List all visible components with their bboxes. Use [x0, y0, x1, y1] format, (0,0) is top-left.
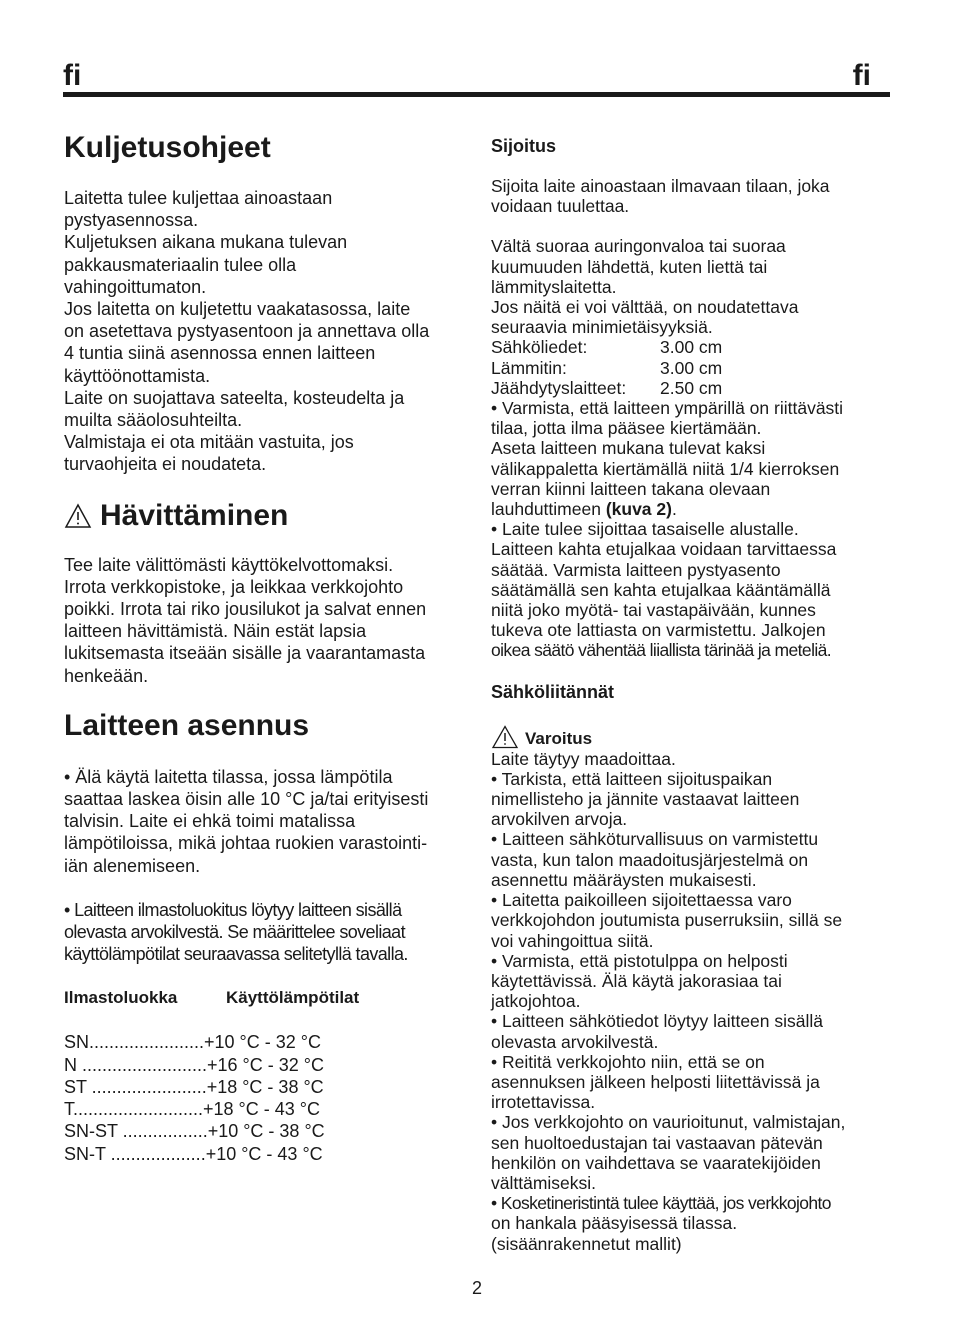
- text-line: verran kiinni laitteen takana olevaan: [491, 478, 771, 499]
- text-line: voidaan tuulettaa.: [491, 196, 630, 217]
- text-line: • Laitteen sähköturvallisuus on varmistettu: [491, 829, 819, 850]
- climate-row: SN-ST .................+10 °C - 38 °C: [64, 1121, 325, 1142]
- text-line: olevasta arvokilvestä.: [491, 1031, 659, 1052]
- climate-row: ST .......................+18 °C - 38 °C: [64, 1076, 324, 1097]
- text-line: poikki. Irrota tai riko jousilukot ja salvat ennen: [64, 599, 427, 620]
- disposal-title: Hävittäminen: [100, 498, 289, 532]
- electrical-tail-lines: [491, 1213, 896, 1253]
- warning-triangle-icon: [491, 725, 519, 749]
- text-line: Valmistaja ei ota mitään vastuita, jos: [64, 432, 354, 453]
- text-line: niitä joko myötä- tai vastapäivään, kunnes: [491, 600, 816, 621]
- distance-row: [491, 358, 722, 378]
- text-line: kuumuuden lähdettä, kuten liettä tai: [491, 256, 768, 277]
- figure-reference: (kuva 2): [605, 499, 672, 520]
- text-line: käytettävissä. Älä käytä jakorasiaa tai: [491, 970, 782, 991]
- language-code-left: fi: [63, 59, 82, 92]
- left-column: [64, 130, 474, 1165]
- text-line: henkeään.: [64, 665, 149, 686]
- distance-row: [491, 337, 722, 357]
- disposal-heading: [64, 498, 474, 534]
- placement-paragraph-3-last: [491, 499, 896, 519]
- climate-table-header: [64, 987, 474, 1009]
- right-column: [491, 135, 896, 1254]
- text-line: Kuljetuksen aikana mukana tulevan: [64, 232, 348, 253]
- placement-paragraph-3-lines: [491, 398, 896, 499]
- text-line: • Laitteen sähkötiedot löytyy laitteen sisällä: [491, 1011, 824, 1032]
- text-line: • Älä käytä laitetta tilassa, jossa lämpötila: [64, 766, 393, 787]
- text-line: Irrota verkkopistoke, ja leikkaa verkkojohto: [64, 576, 404, 597]
- install-title: Laitteen asennus: [64, 708, 310, 742]
- warning-heading: [491, 725, 896, 749]
- disposal-text: [64, 554, 474, 687]
- text-line: Tee laite välittömästi käyttökelvottomaksi.: [64, 554, 394, 575]
- text-line: muilta sääolosuhteilta.: [64, 410, 243, 431]
- climate-row: T..........................+18 °C - 43 °C: [64, 1099, 320, 1120]
- placement-paragraph-4-lines: [491, 519, 896, 640]
- condenser-text: lauhduttimeen: [491, 499, 606, 520]
- text-line: nimellisteho ja jännite vastaavat laitteen: [491, 789, 800, 810]
- text-line: tilaa, jotta ilma pääsee kiertämään.: [491, 418, 762, 439]
- text-line: saattaa laskea öisin alle 10 °C ja/tai erityisesti: [64, 789, 429, 810]
- text-line: irrotettavissa.: [491, 1092, 596, 1113]
- placement-paragraph-4-last: oikea säätö vähentää liiallista tärinää ja meteliä.: [491, 640, 832, 661]
- page-number: 2: [471, 1278, 482, 1298]
- text-line: vahingoittumaton.: [64, 276, 207, 297]
- text-line: • Varmista, että laitteen ympärillä on riittävästi: [491, 398, 844, 419]
- transport-text: [64, 187, 474, 476]
- electrical-condensed-line: • Kosketineristintä tulee käyttää, jos verkkojohto: [491, 1193, 831, 1214]
- electrical-title: Sähköliitännät: [491, 681, 615, 702]
- text-line: Vältä suoraa auringonvaloa tai suoraa: [491, 236, 786, 257]
- text-line: • Laitetta paikoilleen sijoitettaessa varo: [491, 890, 792, 911]
- text-line: olevasta arvokilvestä. Se määrittelee soveliaat: [64, 922, 405, 943]
- distance-label: Jäähdytyslaitteet:: [491, 377, 627, 398]
- text-line: • Jos verkkojohto on vaurioitunut, valmistajan,: [491, 1112, 846, 1133]
- distance-row: [491, 378, 722, 398]
- text-line: • Varmista, että pistotulppa on helposti: [491, 950, 788, 971]
- install-paragraph-1: [64, 766, 474, 877]
- distance-table: [491, 337, 722, 398]
- text-line: pystyasennossa.: [64, 210, 199, 231]
- climate-table: [64, 1031, 474, 1164]
- text-line: on asetettava pystyasentoon ja annettava olla: [64, 321, 430, 342]
- text-line: • Reititä verkkojohto niin, että se on: [491, 1051, 765, 1072]
- climate-row: SN-T ...................+10 °C - 43 °C: [64, 1143, 323, 1164]
- text-line: käyttölämpötilat seuraavassa selitetyllä tavalla.: [64, 944, 408, 965]
- text-line: on hankala pääsyisessä tilassa.: [491, 1213, 738, 1234]
- warning-triangle-icon: [64, 503, 92, 529]
- text-line: verkkojohdon joutumista puserruksiin, sillä se: [491, 910, 843, 931]
- placement-paragraph-2: [491, 236, 896, 337]
- text-line: turvaohjeita ei noudateta.: [64, 454, 267, 475]
- text-line: • Laitteen ilmastoluokitus löytyy laitteen sisällä: [64, 899, 402, 920]
- install-paragraph-2: [64, 899, 474, 966]
- text-line: talvisin. Laite ei ehkä toimi matalissa: [64, 811, 356, 832]
- text-line: lämmityslaitetta.: [491, 276, 617, 297]
- climate-row: SN.......................+10 °C - 32 °C: [64, 1032, 321, 1053]
- text-line: välikappaletta kiertämällä niitä 1/4 kierroksen: [491, 458, 840, 479]
- text-line: Jos laitetta on kuljetettu vaakatasossa, laite: [64, 299, 411, 320]
- text-line: asennettu määräysten mukaisesti.: [491, 869, 757, 890]
- language-code-right: fi: [852, 59, 871, 92]
- distance-value: 3.00 cm: [660, 337, 723, 358]
- text-line: jatkojohtoa.: [491, 991, 581, 1012]
- distance-value: 2.50 cm: [660, 377, 723, 398]
- text-line: arvokilven arvoja.: [491, 809, 628, 830]
- climate-temps-header: Käyttölämpötilat: [226, 988, 360, 1008]
- text-line: säätämällä sen kahta etujalkaa kääntämällä: [491, 579, 831, 600]
- text-line: Aseta laitteen mukana tulevat kaksi: [491, 438, 766, 459]
- text-line: • Tarkista, että laitteen sijoituspaikan: [491, 768, 773, 789]
- climate-class-header: Ilmastoluokka: [64, 988, 178, 1008]
- text-line: Sijoita laite ainoastaan ilmavaan tilaan, joka: [491, 176, 830, 196]
- placement-paragraph-4: [491, 519, 896, 660]
- distance-value: 3.00 cm: [660, 357, 723, 378]
- text-line: Jos näitä ei voi välttää, on noudatettava: [491, 297, 799, 318]
- text-line: lämpötiloissa, mikä johtaa ruokien varastointi-: [64, 833, 428, 854]
- electrical-lines: [491, 749, 896, 1193]
- text-line: säätää. Varmista laitteen pystyasento: [491, 559, 781, 580]
- header-rule: [63, 92, 890, 97]
- placement-paragraph-3: [491, 398, 896, 519]
- transport-title: Kuljetusohjeet: [64, 131, 271, 164]
- text-line: lukitsemasta itseään sisälle ja vaarantamasta: [64, 643, 426, 664]
- electrical-text: [491, 749, 896, 1254]
- distance-label: Lämmitin:: [491, 357, 567, 378]
- text-line: välttämiseksi.: [491, 1172, 597, 1193]
- text-line: asennuksen jälkeen helposti liitettävissä ja: [491, 1071, 820, 1092]
- distance-label: Sähköliedet:: [491, 337, 588, 358]
- text-line: pakkausmateriaalin tulee olla: [64, 254, 297, 275]
- period-text: .: [671, 499, 677, 520]
- text-line: käyttöönottamista.: [64, 365, 211, 386]
- placement-title: Sijoitus: [491, 136, 557, 156]
- text-line: laitteen hävittämistä. Näin estät lapsia: [64, 621, 367, 642]
- text-line: henkilön on vaihdettava se vaaratekijöiden: [491, 1152, 821, 1173]
- text-line: Laite täytyy maadoittaa.: [491, 748, 676, 769]
- text-line: (sisäänrakennetut mallit): [491, 1233, 682, 1254]
- text-line: seuraavia minimietäisyyksiä.: [491, 317, 713, 338]
- placement-paragraph-1: [491, 176, 896, 216]
- text-line: Laite on suojattava sateelta, kosteudelta ja: [64, 387, 405, 408]
- text-line: iän alenemiseen.: [64, 855, 201, 876]
- text-line: voi vahingoittua siitä.: [491, 930, 654, 951]
- text-line: 4 tuntia siinä asennossa ennen laitteen: [64, 343, 376, 364]
- climate-row: N .........................+16 °C - 32 °C: [64, 1054, 324, 1075]
- text-line: sen huoltoedustajan tai vastaavan pätevän: [491, 1132, 823, 1153]
- warning-label: Varoitus: [525, 728, 593, 748]
- text-line: vasta, kun talon maadoitusjärjestelmä on: [491, 849, 809, 870]
- text-line: tukeva ote lattiasta on varmistettu. Jalkojen: [491, 620, 826, 641]
- text-line: Laitetta tulee kuljettaa ainoastaan: [64, 188, 333, 208]
- text-line: Laitteen kahta etujalkaa voidaan tarvittaessa: [491, 539, 837, 560]
- text-line: • Laite tulee sijoittaa tasaiselle alustalle.: [491, 519, 799, 540]
